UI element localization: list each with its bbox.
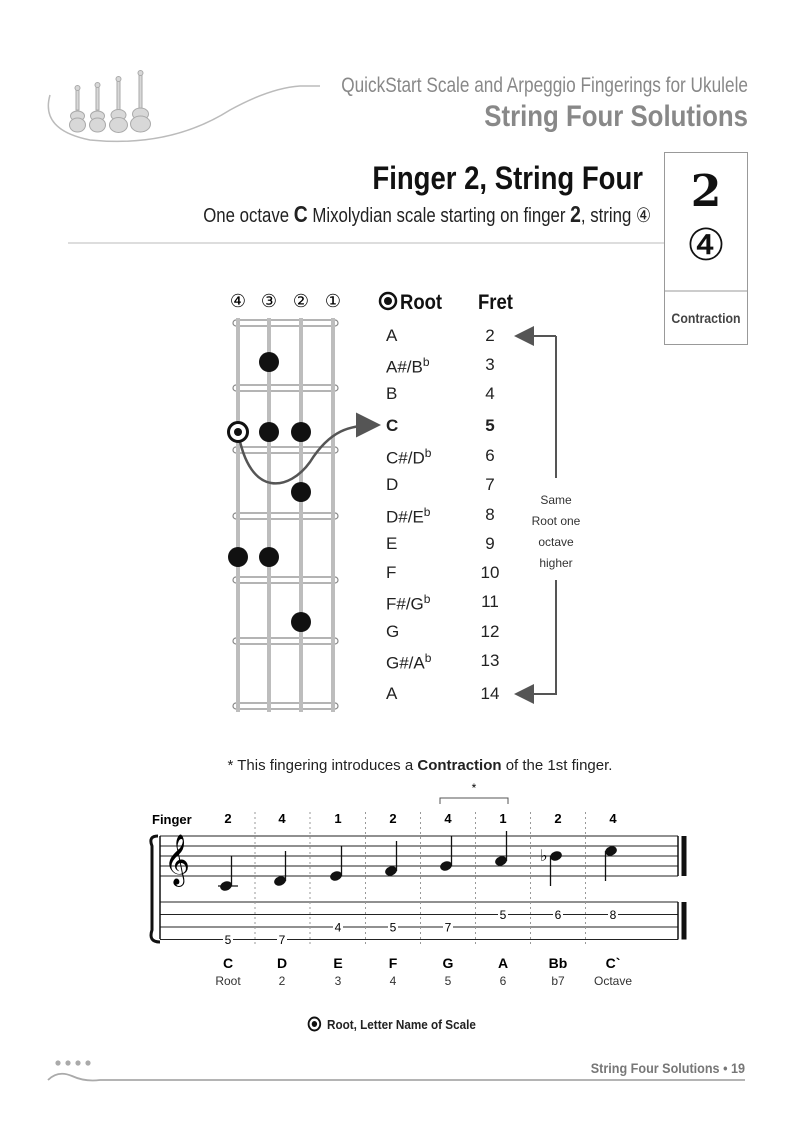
contraction-bracket (440, 798, 508, 804)
table-fret: 2 (485, 326, 495, 345)
note-name: C (222, 955, 234, 971)
table-note: D (386, 475, 399, 494)
table-note: B (386, 384, 398, 403)
scale-key: C (293, 201, 308, 227)
table-fret: 12 (480, 622, 500, 641)
side-string-number: ④ (686, 220, 726, 271)
table-fret: 9 (485, 534, 495, 553)
note-name: A (497, 955, 509, 971)
table-note: $F\#/G^b$ (386, 592, 431, 614)
tab-number: 4 (334, 920, 342, 935)
table-fret: 4 (485, 384, 495, 403)
finger-number: 4 (609, 811, 617, 826)
scale-degree: Root (215, 974, 241, 988)
start-string: ④ (635, 203, 652, 227)
finger-number: 1 (334, 811, 342, 826)
finger-number: 2 (389, 811, 397, 826)
note-name: F (388, 955, 398, 971)
string-label: ③ (260, 291, 278, 312)
table-fret: 11 (481, 592, 499, 611)
note-name: C` (605, 955, 621, 971)
fret-column-header: Fret (478, 291, 513, 314)
tab-number: 7 (444, 920, 452, 935)
table-fret: 7 (485, 475, 495, 494)
finger-row-label: Finger (152, 812, 192, 827)
page-description: One octave C Mixolydian scale starting on finger 2, string ④ (203, 201, 652, 227)
legend: Root, Letter Name of Scale (327, 1017, 476, 1032)
table-note: E (386, 534, 398, 553)
finger-number: 1 (499, 811, 507, 826)
footer-page-label: String Four Solutions • 19 (590, 1060, 745, 1076)
string-label: ① (324, 291, 342, 312)
root-marker-icon (307, 1016, 321, 1032)
tab-number: 5 (224, 933, 232, 947)
header-title: String Four Solutions (484, 100, 748, 133)
scale-degree: 3 (334, 974, 342, 988)
treble-clef: 𝄞 (164, 834, 191, 885)
note-name: E (333, 955, 343, 971)
root-column-header: Root (400, 291, 443, 314)
table-note: $C\#/D^b$ (386, 446, 432, 468)
table-note: C (386, 416, 399, 435)
note-name: Bb (548, 955, 568, 971)
contraction-asterisk: * (471, 781, 477, 795)
side-label: Contraction (671, 310, 741, 326)
tab-number: 5 (389, 920, 397, 935)
note-name: D (276, 955, 288, 971)
finger-number: 4 (444, 811, 452, 826)
table-note: $G\#/A^b$ (386, 651, 432, 673)
scale-degree: 2 (278, 974, 286, 988)
contraction-note: * This fingering introduces a Contraction of the 1st finger. (227, 757, 613, 774)
table-fret: 6 (485, 446, 495, 465)
tab-number: 5 (499, 908, 507, 922)
scale-degree: 5 (444, 974, 452, 988)
finger-number: 4 (278, 811, 286, 826)
table-note: F (386, 563, 397, 582)
finger-number: 2 (224, 811, 232, 826)
table-fret: 3 (485, 355, 495, 374)
scale-degree: Octave (593, 974, 633, 988)
table-fret: 10 (480, 563, 500, 582)
table-fret: 5 (485, 416, 495, 435)
side-finger-number: 2 (690, 166, 722, 217)
tab-number: 8 (609, 908, 617, 922)
table-note: G (386, 622, 400, 641)
table-fret: 8 (485, 505, 495, 524)
system-brace (151, 836, 160, 942)
table-fret: 13 (480, 651, 500, 670)
table-fret: 14 (480, 684, 500, 703)
table-note: A (386, 684, 398, 703)
table-note: $A\#/B^b$ (386, 355, 430, 377)
string-label: ④ (229, 291, 247, 312)
page-title: Finger 2, String Four (372, 160, 643, 196)
scale-degree: b7 (551, 974, 565, 988)
flat-accidental: ♭ (540, 846, 548, 865)
note-name: G (442, 955, 454, 971)
finger-number: 2 (554, 811, 562, 826)
start-finger: 2 (570, 201, 581, 227)
table-note: $D\#/E^b$ (386, 505, 431, 527)
scale-degree: 4 (389, 974, 397, 988)
octave-bracket-note: Same Root one octave higher (531, 493, 581, 570)
string-label: ② (292, 291, 310, 312)
tab-number: 7 (278, 933, 286, 947)
scale-degree: 6 (499, 974, 507, 988)
tab-number: 6 (554, 908, 562, 922)
table-note: A (386, 326, 398, 345)
header-subtitle: QuickStart Scale and Arpeggio Fingerings for Ukulele (341, 74, 748, 97)
